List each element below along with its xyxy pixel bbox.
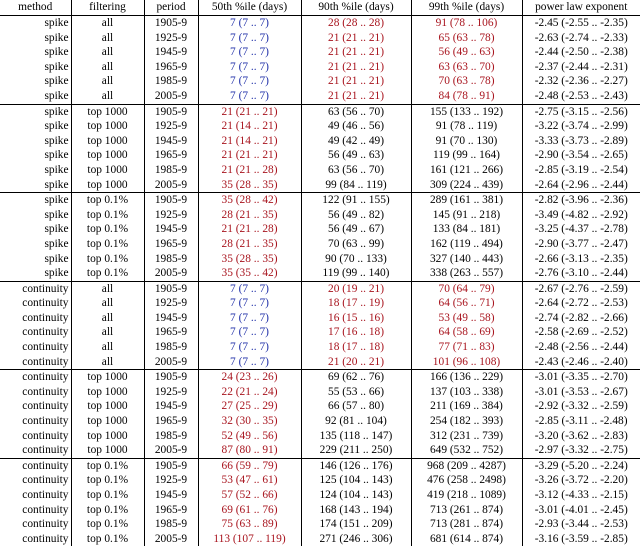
p90-cell: 49 (46 .. 56) xyxy=(301,119,411,134)
method-cell: continuity xyxy=(0,458,71,473)
p99-cell: 91 (78 .. 106) xyxy=(411,16,522,31)
period-cell: 1985-9 xyxy=(144,517,198,532)
p99-cell: 713 (261 .. 874) xyxy=(411,503,522,518)
exponent-cell: -2.97 (-3.32 .. -2.75) xyxy=(522,443,640,458)
period-cell: 2005-9 xyxy=(144,89,198,104)
p50-cell: 57 (52 .. 66) xyxy=(198,488,301,503)
method-cell: continuity xyxy=(22,311,69,324)
filtering-cell: top 0.1% xyxy=(71,488,144,503)
method-cell: spike xyxy=(44,31,69,44)
p99-cell: 713 (281 .. 874) xyxy=(411,517,522,532)
p50-cell: 53 (47 .. 61) xyxy=(198,473,301,488)
method-cell: continuity xyxy=(22,355,69,368)
period-cell: 1945-9 xyxy=(144,134,198,149)
p50-cell: 87 (80 .. 91) xyxy=(198,443,301,458)
period-cell: 2005-9 xyxy=(144,178,198,193)
method-cell: spike xyxy=(44,149,69,162)
table-row xyxy=(0,488,640,503)
filtering-cell: top 1000 xyxy=(71,104,144,119)
table-row xyxy=(0,119,640,134)
p99-cell: 145 (91 .. 218) xyxy=(411,208,522,223)
method-cell: spike xyxy=(0,193,71,208)
table-row xyxy=(0,134,640,149)
table-row xyxy=(0,311,640,326)
exponent-cell: -2.74 (-2.82 .. -2.66) xyxy=(522,311,640,326)
period-cell: 1965-9 xyxy=(144,414,198,429)
p50-cell: 27 (25 .. 29) xyxy=(198,399,301,414)
filtering-cell: top 0.1% xyxy=(71,193,144,208)
table-row xyxy=(0,104,640,119)
p50-cell: 113 (107 .. 119) xyxy=(198,532,301,547)
p90-cell: 21 (21 .. 21) xyxy=(301,74,411,89)
table-row xyxy=(0,443,640,458)
table-row xyxy=(0,370,640,385)
p90-cell: 122 (91 .. 155) xyxy=(301,193,411,208)
p50-cell: 7 (7 .. 7) xyxy=(198,355,301,370)
method-cell: continuity xyxy=(22,341,69,354)
filtering-cell: top 1000 xyxy=(71,385,144,400)
p90-cell: 56 (49 .. 63) xyxy=(301,148,411,163)
table-row xyxy=(0,340,640,355)
exponent-cell: -2.58 (-2.69 .. -2.52) xyxy=(522,325,640,340)
exponent-cell: -2.67 (-2.76 .. -2.59) xyxy=(522,281,640,296)
exponent-cell: -2.32 (-2.36 .. -2.27) xyxy=(522,74,640,89)
table-row xyxy=(0,399,640,414)
exponent-cell: -2.90 (-3.54 .. -2.65) xyxy=(522,148,640,163)
filtering-cell: all xyxy=(71,74,144,89)
method-cell: continuity xyxy=(0,281,71,296)
p50-cell: 24 (23 .. 26) xyxy=(198,370,301,385)
period-cell: 2005-9 xyxy=(144,355,198,370)
p90-cell: 63 (56 .. 70) xyxy=(301,104,411,119)
filtering-cell: top 1000 xyxy=(71,178,144,193)
table-row xyxy=(0,532,640,547)
period-cell: 1925-9 xyxy=(144,208,198,223)
table-row xyxy=(0,266,640,281)
period-cell: 1945-9 xyxy=(144,45,198,60)
p90-cell: 69 (62 .. 76) xyxy=(301,370,411,385)
period-cell: 1905-9 xyxy=(144,16,198,31)
filtering-cell: all xyxy=(71,311,144,326)
table-row xyxy=(0,45,640,60)
exponent-cell: -3.25 (-4.37 .. -2.78) xyxy=(522,222,640,237)
p50-cell: 7 (7 .. 7) xyxy=(198,325,301,340)
exponent-cell: -2.43 (-2.46 .. -2.40) xyxy=(522,355,640,370)
method-cell: spike xyxy=(44,75,69,88)
p50-cell: 22 (21 .. 24) xyxy=(198,385,301,400)
period-cell: 1985-9 xyxy=(144,429,198,444)
p50-cell: 21 (14 .. 21) xyxy=(198,119,301,134)
header-99th-percentile: 99th %ile (days) xyxy=(411,0,522,16)
period-cell: 2005-9 xyxy=(144,266,198,281)
filtering-cell: top 1000 xyxy=(71,399,144,414)
method-cell: spike xyxy=(44,252,69,265)
method-cell: continuity xyxy=(22,400,69,413)
p99-cell: 70 (63 .. 78) xyxy=(411,74,522,89)
p90-cell: 174 (151 .. 209) xyxy=(301,517,411,532)
filtering-cell: top 1000 xyxy=(71,370,144,385)
period-cell: 1925-9 xyxy=(144,119,198,134)
table-row xyxy=(0,163,640,178)
exponent-cell: -3.20 (-3.62 .. -2.83) xyxy=(522,429,640,444)
method-cell: continuity xyxy=(0,370,71,385)
method-cell: continuity xyxy=(22,444,69,457)
period-cell: 1925-9 xyxy=(144,385,198,400)
period-cell: 1905-9 xyxy=(144,458,198,473)
filtering-cell: all xyxy=(71,296,144,311)
method-cell: spike xyxy=(44,134,69,147)
table-row xyxy=(0,237,640,252)
p99-cell: 91 (78 .. 119) xyxy=(411,119,522,134)
p99-cell: 211 (169 .. 384) xyxy=(411,399,522,414)
method-cell: spike xyxy=(0,104,71,119)
method-cell: spike xyxy=(44,208,69,221)
filtering-cell: all xyxy=(71,325,144,340)
p90-cell: 49 (42 .. 49) xyxy=(301,134,411,149)
exponent-cell: -3.12 (-4.33 .. -2.15) xyxy=(522,488,640,503)
filtering-cell: all xyxy=(71,340,144,355)
filtering-cell: top 1000 xyxy=(71,414,144,429)
method-cell: continuity xyxy=(22,503,69,516)
filtering-cell: top 1000 xyxy=(71,148,144,163)
exponent-cell: -2.48 (-2.53 .. -2.43) xyxy=(522,89,640,104)
exponent-cell: -3.22 (-3.74 .. -2.99) xyxy=(522,119,640,134)
filtering-cell: top 0.1% xyxy=(71,532,144,547)
p90-cell: 90 (70 .. 133) xyxy=(301,252,411,267)
p50-cell: 52 (49 .. 56) xyxy=(198,429,301,444)
filtering-cell: all xyxy=(71,355,144,370)
p90-cell: 21 (20 .. 21) xyxy=(301,355,411,370)
method-cell: continuity xyxy=(22,474,69,487)
p90-cell: 21 (21 .. 21) xyxy=(301,45,411,60)
exponent-cell: -2.90 (-3.77 .. -2.47) xyxy=(522,237,640,252)
exponent-cell: -2.64 (-2.72 .. -2.53) xyxy=(522,296,640,311)
period-cell: 1945-9 xyxy=(144,311,198,326)
method-cell: spike xyxy=(44,223,69,236)
p99-cell: 476 (258 .. 2498) xyxy=(411,473,522,488)
p90-cell: 18 (17 .. 18) xyxy=(301,340,411,355)
table-row xyxy=(0,503,640,518)
p50-cell: 7 (7 .. 7) xyxy=(198,45,301,60)
method-cell: spike xyxy=(44,178,69,191)
p90-cell: 168 (143 .. 194) xyxy=(301,503,411,518)
p50-cell: 35 (28 .. 42) xyxy=(198,193,301,208)
filtering-cell: top 0.1% xyxy=(71,473,144,488)
method-cell: continuity xyxy=(22,326,69,339)
p99-cell: 338 (263 .. 557) xyxy=(411,266,522,281)
p50-cell: 69 (61 .. 76) xyxy=(198,503,301,518)
p50-cell: 7 (7 .. 7) xyxy=(198,74,301,89)
filtering-cell: top 0.1% xyxy=(71,266,144,281)
p99-cell: 254 (182 .. 393) xyxy=(411,414,522,429)
filtering-cell: all xyxy=(71,281,144,296)
p90-cell: 55 (53 .. 66) xyxy=(301,385,411,400)
p50-cell: 35 (35 .. 42) xyxy=(198,266,301,281)
method-cell: continuity xyxy=(22,518,69,531)
method-cell: continuity xyxy=(22,489,69,501)
period-cell: 1905-9 xyxy=(144,281,198,296)
period-cell: 1965-9 xyxy=(144,148,198,163)
exponent-cell: -2.93 (-3.44 .. -2.53) xyxy=(522,517,640,532)
p99-cell: 162 (119 .. 494) xyxy=(411,237,522,252)
table-row xyxy=(0,355,640,370)
p50-cell: 7 (7 .. 7) xyxy=(198,281,301,296)
exponent-cell: -3.29 (-5.20 .. -2.24) xyxy=(522,458,640,473)
p90-cell: 18 (17 .. 19) xyxy=(301,296,411,311)
header-50th-percentile: 50th %ile (days) xyxy=(198,0,301,16)
p90-cell: 56 (49 .. 82) xyxy=(301,208,411,223)
period-cell: 1925-9 xyxy=(144,473,198,488)
exponent-cell: -2.48 (-2.56 .. -2.44) xyxy=(522,340,640,355)
table-row xyxy=(0,414,640,429)
p50-cell: 66 (59 .. 79) xyxy=(198,458,301,473)
p90-cell: 17 (16 .. 18) xyxy=(301,325,411,340)
exponent-cell: -3.16 (-3.59 .. -2.85) xyxy=(522,532,640,547)
exponent-cell: -3.33 (-3.73 .. -2.89) xyxy=(522,134,640,149)
p90-cell: 70 (63 .. 99) xyxy=(301,237,411,252)
p50-cell: 35 (28 .. 35) xyxy=(198,252,301,267)
p50-cell: 35 (28 .. 35) xyxy=(198,178,301,193)
period-cell: 1985-9 xyxy=(144,252,198,267)
filtering-cell: top 0.1% xyxy=(71,503,144,518)
filtering-cell: top 0.1% xyxy=(71,222,144,237)
exponent-cell: -2.85 (-3.11 .. -2.48) xyxy=(522,414,640,429)
p50-cell: 7 (7 .. 7) xyxy=(198,89,301,104)
filtering-cell: all xyxy=(71,45,144,60)
p50-cell: 7 (7 .. 7) xyxy=(198,16,301,31)
p99-cell: 155 (133 .. 192) xyxy=(411,104,522,119)
p90-cell: 21 (21 .. 21) xyxy=(301,60,411,75)
p50-cell: 21 (21 .. 21) xyxy=(198,104,301,119)
p99-cell: 419 (218 .. 1089) xyxy=(411,488,522,503)
p99-cell: 119 (99 .. 164) xyxy=(411,148,522,163)
p99-cell: 312 (231 .. 739) xyxy=(411,429,522,444)
filtering-cell: all xyxy=(71,60,144,75)
header-row xyxy=(0,0,640,16)
p90-cell: 28 (28 .. 28) xyxy=(301,16,411,31)
method-cell: continuity xyxy=(22,385,69,398)
header-period: period xyxy=(144,0,198,16)
method-cell: spike xyxy=(44,60,69,73)
exponent-cell: -2.45 (-2.55 .. -2.35) xyxy=(522,16,640,31)
header-power-law-exponent: power law exponent xyxy=(522,0,640,16)
p99-cell: 70 (64 .. 79) xyxy=(411,281,522,296)
p99-cell: 289 (161 .. 381) xyxy=(411,193,522,208)
table-row xyxy=(0,281,640,296)
period-cell: 1925-9 xyxy=(144,296,198,311)
filtering-cell: top 1000 xyxy=(71,163,144,178)
exponent-cell: -3.26 (-3.72 .. -2.20) xyxy=(522,473,640,488)
exponent-cell: -2.64 (-2.96 .. -2.44) xyxy=(522,178,640,193)
method-cell: spike xyxy=(44,89,69,102)
p90-cell: 124 (104 .. 143) xyxy=(301,488,411,503)
method-cell: spike xyxy=(44,46,69,59)
p99-cell: 166 (136 .. 229) xyxy=(411,370,522,385)
exponent-cell: -2.75 (-3.15 .. -2.56) xyxy=(522,104,640,119)
p99-cell: 77 (71 .. 83) xyxy=(411,340,522,355)
p90-cell: 20 (19 .. 21) xyxy=(301,281,411,296)
period-cell: 1925-9 xyxy=(144,31,198,46)
p99-cell: 84 (78 .. 91) xyxy=(411,89,522,104)
filtering-cell: top 0.1% xyxy=(71,208,144,223)
method-cell: continuity xyxy=(22,297,69,310)
p50-cell: 28 (21 .. 35) xyxy=(198,208,301,223)
p50-cell: 28 (21 .. 35) xyxy=(198,237,301,252)
exponent-cell: -2.82 (-3.96 .. -2.36) xyxy=(522,193,640,208)
table-row xyxy=(0,31,640,46)
p50-cell: 7 (7 .. 7) xyxy=(198,60,301,75)
filtering-cell: top 0.1% xyxy=(71,252,144,267)
header-90th-percentile: 90th %ile (days) xyxy=(301,0,411,16)
exponent-cell: -2.63 (-2.74 .. -2.33) xyxy=(522,31,640,46)
filtering-cell: top 1000 xyxy=(71,429,144,444)
table-row xyxy=(0,148,640,163)
exponent-cell: -3.01 (-3.35 .. -2.70) xyxy=(522,370,640,385)
p90-cell: 146 (126 .. 176) xyxy=(301,458,411,473)
p90-cell: 229 (211 .. 250) xyxy=(301,443,411,458)
p99-cell: 63 (63 .. 70) xyxy=(411,60,522,75)
table-row xyxy=(0,429,640,444)
period-cell: 1905-9 xyxy=(144,193,198,208)
period-cell: 1945-9 xyxy=(144,399,198,414)
p90-cell: 135 (118 .. 147) xyxy=(301,429,411,444)
method-cell: spike xyxy=(44,163,69,176)
period-cell: 1985-9 xyxy=(144,74,198,89)
p99-cell: 65 (63 .. 78) xyxy=(411,31,522,46)
table-row xyxy=(0,193,640,208)
exponent-cell: -2.37 (-2.44 .. -2.31) xyxy=(522,60,640,75)
method-cell: spike xyxy=(44,120,69,133)
p90-cell: 99 (84 .. 119) xyxy=(301,178,411,193)
exponent-cell: -2.92 (-3.32 .. -2.59) xyxy=(522,399,640,414)
table-row xyxy=(0,325,640,340)
p90-cell: 21 (21 .. 21) xyxy=(301,89,411,104)
period-cell: 1985-9 xyxy=(144,340,198,355)
method-cell: continuity xyxy=(22,415,69,428)
table-row xyxy=(0,385,640,400)
p99-cell: 56 (49 .. 63) xyxy=(411,45,522,60)
period-cell: 1945-9 xyxy=(144,222,198,237)
period-cell: 1985-9 xyxy=(144,163,198,178)
period-cell: 2005-9 xyxy=(144,443,198,458)
period-cell: 1945-9 xyxy=(144,488,198,503)
table-row xyxy=(0,473,640,488)
p90-cell: 119 (99 .. 140) xyxy=(301,266,411,281)
period-cell: 1965-9 xyxy=(144,60,198,75)
period-cell: 1905-9 xyxy=(144,104,198,119)
period-cell: 1965-9 xyxy=(144,237,198,252)
exponent-cell: -2.85 (-3.19 .. -2.54) xyxy=(522,163,640,178)
p50-cell: 7 (7 .. 7) xyxy=(198,296,301,311)
p90-cell: 21 (21 .. 21) xyxy=(301,31,411,46)
method-cell: continuity xyxy=(22,429,69,442)
period-cell: 1965-9 xyxy=(144,503,198,518)
p99-cell: 64 (56 .. 71) xyxy=(411,296,522,311)
p99-cell: 137 (103 .. 338) xyxy=(411,385,522,400)
p99-cell: 91 (70 .. 130) xyxy=(411,134,522,149)
p50-cell: 21 (21 .. 28) xyxy=(198,222,301,237)
exponent-cell: -2.66 (-3.13 .. -2.35) xyxy=(522,252,640,267)
p90-cell: 16 (15 .. 16) xyxy=(301,311,411,326)
p90-cell: 63 (56 .. 70) xyxy=(301,163,411,178)
p99-cell: 309 (224 .. 439) xyxy=(411,178,522,193)
p50-cell: 32 (30 .. 35) xyxy=(198,414,301,429)
p50-cell: 7 (7 .. 7) xyxy=(198,340,301,355)
filtering-cell: top 0.1% xyxy=(71,237,144,252)
p50-cell: 21 (14 .. 21) xyxy=(198,134,301,149)
filtering-cell: all xyxy=(71,89,144,104)
table-row xyxy=(0,296,640,311)
filtering-cell: top 0.1% xyxy=(71,458,144,473)
table-body xyxy=(0,16,640,547)
exponent-cell: -3.01 (-4.01 .. -2.45) xyxy=(522,503,640,518)
p50-cell: 7 (7 .. 7) xyxy=(198,311,301,326)
method-cell: spike xyxy=(44,237,69,250)
filtering-cell: top 1000 xyxy=(71,134,144,149)
filtering-cell: top 0.1% xyxy=(71,517,144,532)
p99-cell: 64 (58 .. 69) xyxy=(411,325,522,340)
p99-cell: 101 (96 .. 108) xyxy=(411,355,522,370)
filtering-cell: all xyxy=(71,16,144,31)
method-cell: continuity xyxy=(22,532,69,545)
p99-cell: 133 (84 .. 181) xyxy=(411,222,522,237)
filtering-cell: top 1000 xyxy=(71,443,144,458)
p99-cell: 161 (121 .. 266) xyxy=(411,163,522,178)
exponent-cell: -2.76 (-3.10 .. -2.44) xyxy=(522,266,640,281)
header-method: method xyxy=(0,0,71,16)
period-cell: 1905-9 xyxy=(144,370,198,385)
header-filtering: filtering xyxy=(71,0,144,16)
p90-cell: 66 (57 .. 80) xyxy=(301,399,411,414)
p90-cell: 125 (104 .. 143) xyxy=(301,473,411,488)
table-row xyxy=(0,74,640,89)
table-row xyxy=(0,517,640,532)
p50-cell: 7 (7 .. 7) xyxy=(198,31,301,46)
p99-cell: 968 (209 .. 4287) xyxy=(411,458,522,473)
period-cell: 1965-9 xyxy=(144,325,198,340)
table-row xyxy=(0,458,640,473)
p90-cell: 56 (49 .. 67) xyxy=(301,222,411,237)
exponent-cell: -2.44 (-2.50 .. -2.38) xyxy=(522,45,640,60)
exponent-cell: -3.01 (-3.53 .. -2.67) xyxy=(522,385,640,400)
table-row xyxy=(0,89,640,104)
table-row xyxy=(0,208,640,223)
p50-cell: 21 (21 .. 21) xyxy=(198,148,301,163)
p99-cell: 327 (140 .. 443) xyxy=(411,252,522,267)
p50-cell: 75 (63 .. 89) xyxy=(198,517,301,532)
filtering-cell: top 1000 xyxy=(71,119,144,134)
p50-cell: 21 (21 .. 28) xyxy=(198,163,301,178)
p99-cell: 681 (614 .. 874) xyxy=(411,532,522,547)
filtering-cell: all xyxy=(71,31,144,46)
p90-cell: 271 (246 .. 306) xyxy=(301,532,411,547)
table-row xyxy=(0,222,640,237)
period-cell: 2005-9 xyxy=(144,532,198,547)
table-row xyxy=(0,60,640,75)
p99-cell: 53 (49 .. 58) xyxy=(411,311,522,326)
p90-cell: 92 (81 .. 104) xyxy=(301,414,411,429)
table-row xyxy=(0,178,640,193)
exponent-cell: -3.49 (-4.82 .. -2.92) xyxy=(522,208,640,223)
table-row xyxy=(0,16,640,31)
table-row xyxy=(0,252,640,267)
method-cell: spike xyxy=(44,267,69,280)
p99-cell: 649 (532 .. 752) xyxy=(411,443,522,458)
method-cell: spike xyxy=(44,17,69,29)
